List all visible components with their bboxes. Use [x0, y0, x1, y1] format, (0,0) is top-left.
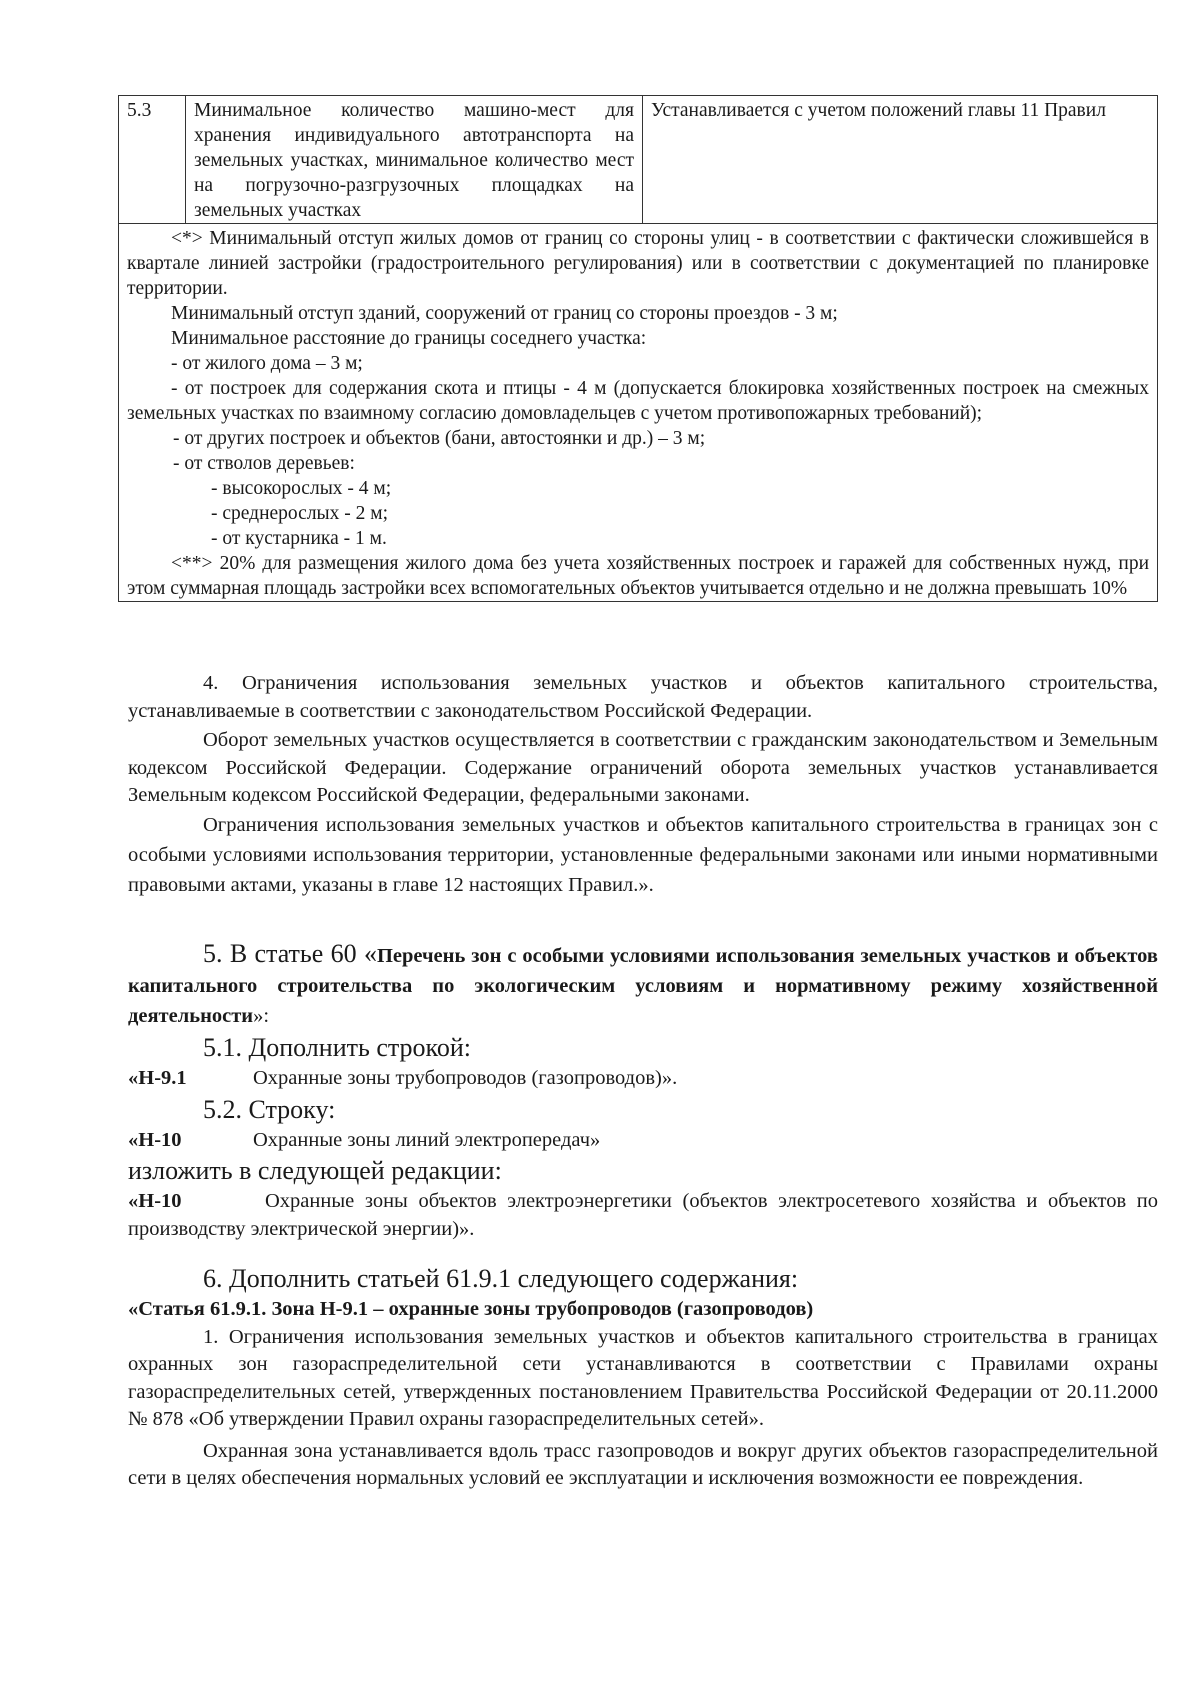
section5-lead: 5. В статье 60 « — [203, 939, 377, 968]
section-5 — [128, 937, 1158, 1243]
section-6 — [128, 1262, 1158, 1493]
note-7: - от стволов деревьев: — [173, 453, 355, 474]
section5-3-row — [128, 1188, 1158, 1243]
notes-cell — [119, 224, 1158, 602]
note-3: Минимальное расстояние до границы соседнего участка: — [171, 328, 647, 349]
note-6: - от других построек и объектов (бани, автостоянки и др.) – 3 м; — [173, 428, 706, 449]
section5-heading — [128, 937, 1158, 1031]
note-4: - от жилого дома – 3 м; — [171, 353, 363, 374]
section5-2: 5.2. Строку: — [203, 1094, 336, 1124]
section4-p2: Оборот земельных участков осуществляется в соответствии с гражданским законодательством и Земельным кодексом Российской Федерации. Содержание ограничений оборота земельных участков устанавливается Земельным кодексом Российской Федерации, федеральными законами. — [128, 729, 1158, 806]
code-n10-old-text: Охранные зоны линий электропередач» — [253, 1128, 601, 1151]
section5-1-row — [128, 1065, 1158, 1093]
note-11: <**> 20% для размещения жилого дома без учета хозяйственных построек и гаражей для собственных нужд, при этом суммарная площадь застройки всех вспомогательных объектов учитывается отдельно и не должна превышать 10% — [127, 553, 1149, 599]
row-name: Минимальное количество машино-мест для хранения индивидуального автотранспорта на земельных участках, минимальное количество мест на погрузочно-разгрузочных площадках на земельных участках — [186, 96, 643, 224]
section4-p1: 4. Ограничения использования земельных участков и объектов капитального строительства, устанавливаемые в соответствии с законодательством Российской Федерации. — [128, 672, 1158, 722]
section6-title: 6. Дополнить статьей 61.9.1 следующего содержания: — [203, 1264, 799, 1293]
row-value: Устанавливается с учетом положений главы 11 Правил — [643, 96, 1158, 224]
section5-1: 5.1. Дополнить строкой: — [203, 1033, 471, 1062]
section6-p2: Охранная зона устанавливается вдоль трасс газопроводов и вокруг других объектов газораспределительной сети в целях обеспечения нормальных условий ее эксплуатации и исключения возможности ее повреждения. — [128, 1439, 1158, 1489]
section6-p1: 1. Ограничения использования земельных участков и объектов капитального строительства в границах охранных зон газораспределительной сети устанавливаются в соответствии с Правилами охраны газораспределительных сетей, утвержденных постановлением Правительства Российской Федерации от 20.11.2000 № 878 «Об утверждении Правил охраны газораспределительных сетей». — [128, 1325, 1158, 1430]
note-2: Минимальный отступ зданий, сооружений от границ со стороны проездов - 3 м; — [171, 303, 838, 324]
note-9: - среднерослых - 2 м; — [211, 503, 389, 524]
section5-tail: »: — [253, 1005, 270, 1027]
section4-p3: Ограничения использования земельных участков и объектов капитального строительства в границах зон с особыми условиями использования территории, установленные федеральными законами или иными нормативными правовыми актами, указаны в главе 12 настоящих Правил.». — [128, 813, 1158, 896]
section5-title: Перечень зон с особыми условиями использования земельных участков и объектов капитального строительства по экологическим условиям и нормативному режиму хозяйственной деятельности — [128, 945, 1158, 1027]
section-4 — [128, 670, 1158, 900]
note-8: - высокорослых - 4 м; — [211, 478, 392, 499]
section5-2-after: изложить в следующей редакции: — [128, 1156, 502, 1185]
table-row — [119, 96, 1158, 224]
code-n9-1: «Н-9.1 — [128, 1067, 187, 1089]
code-n10-new-text: Охранные зоны объектов электроэнергетики (объектов электросетевого хозяйства и объектов по производству электрической энергии)». — [128, 1190, 1158, 1240]
note-1: <*> Минимальный отступ жилых домов от границ со стороны улиц - в соответствии с фактически сложившейся в квартале линией застройки (градостроительного регулирования) или в соответствии с документацией по планировке территории. — [127, 228, 1149, 299]
code-n10-new: «Н-10 — [128, 1190, 182, 1212]
parameters-table — [118, 95, 1158, 602]
code-n10-old: «Н-10 — [128, 1128, 182, 1151]
notes-row — [119, 224, 1158, 602]
row-number: 5.3 — [119, 96, 186, 224]
code-n9-1-text: Охранные зоны трубопроводов (газопроводов)». — [253, 1067, 678, 1089]
note-10: - от кустарника - 1 м. — [211, 528, 387, 549]
note-5: - от построек для содержания скота и птицы - 4 м (допускается блокировка хозяйственных построек на смежных земельных участках по взаимному согласию домовладельцев с учетом противопожарных требований); — [127, 378, 1149, 424]
article-heading: «Статья 61.9.1. Зона Н-9.1 – охранные зоны трубопроводов (газопроводов) — [128, 1298, 814, 1320]
section5-2-row — [128, 1127, 1158, 1155]
